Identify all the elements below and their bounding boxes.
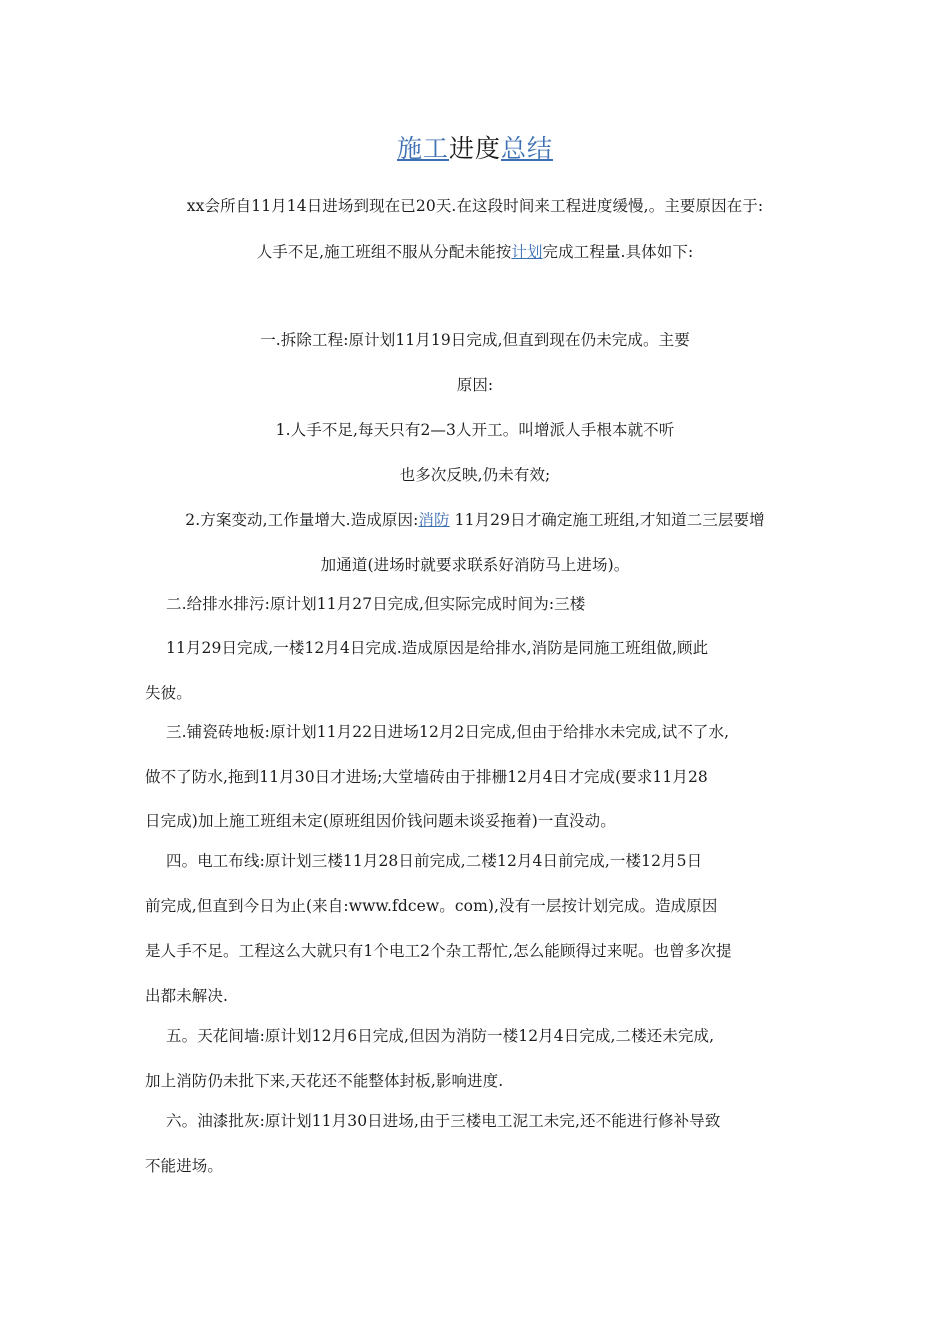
section-3-line-2: 做不了防水,拖到11月30日才进场;大堂墙砖由于排栅12月4日才完成(要求11月28	[145, 768, 708, 786]
section-1-heading: 一.拆除工程:原计划11月19日完成,但直到现在仍未完成。主要	[260, 331, 690, 349]
intro-line-2-text-a: 人手不足,施工班组不服从分配未能按	[256, 243, 512, 261]
section-5-line-1: 五。天花间墙:原计划12月6日完成,但因为消防一楼12月4日完成,二楼还未完成,	[166, 1027, 715, 1045]
intro-line-2	[0, 242, 950, 262]
section-2-line-3: 失彼。	[145, 684, 192, 702]
plan-link[interactable]: 计划	[511, 243, 543, 261]
section-2-line-2: 11月29日完成,一楼12月4日完成.造成原因是给排水,消防是同施工班组做,顾此	[166, 639, 709, 657]
section-3-line-3: 日完成)加上施工班组未定(原班组因价钱问题未谈妥拖着)一直没动。	[145, 812, 616, 830]
section-1-point-2	[0, 510, 950, 530]
section-1-reason-label: 原因:	[456, 376, 494, 394]
section-1-point-2-text-b: 11月29日才确定施工班组,才知道二三层要增	[449, 511, 765, 529]
section-6-line-1: 六。油漆批灰:原计划11月30日进场,由于三楼电工泥工未完,还不能进行修补导致	[166, 1112, 721, 1130]
section-1-point-1: 1.人手不足,每天只有2—3人开工。叫增派人手根本就不听	[275, 421, 675, 439]
intro-line-2-text-b: 完成工程量.具体如下:	[542, 243, 694, 261]
title-link-summary[interactable]: 总结	[501, 134, 554, 163]
document-title	[0, 133, 950, 165]
title-link-construction[interactable]: 施工	[396, 134, 449, 163]
section-1-point-1-cont: 也多次反映,仍未有效;	[399, 466, 551, 484]
section-1-point-2-text-a: 2.方案变动,工作量增大.造成原因:	[185, 511, 419, 529]
section-4-line-4: 出都未解决.	[145, 987, 229, 1005]
intro-line-1: xx会所自11月14日进场到现在已20天.在这段时间来工程进度缓慢,。主要原因在于:	[186, 197, 764, 215]
section-6-line-2: 不能进场。	[145, 1157, 224, 1175]
section-3-line-1: 三.铺瓷砖地板:原计划11月22日进场12月2日完成,但由于给排水未完成,试不了水,	[166, 723, 730, 741]
section-2-line-1: 二.给排水排污:原计划11月27日完成,但实际完成时间为:三楼	[166, 595, 586, 613]
section-1-point-2-cont: 加通道(进场时就要求联系好消防马上进场)。	[320, 556, 630, 574]
section-4-line-2: 前完成,但直到今日为止(来自:www.fdcew。com),没有一层按计划完成。造成原因	[145, 897, 718, 915]
section-4-line-1: 四。电工布线:原计划三楼11月28日前完成,二楼12月4日前完成,一楼12月5日	[166, 852, 703, 870]
title-text-progress: 进度	[448, 134, 501, 163]
fire-protection-link[interactable]: 消防	[418, 511, 450, 529]
section-4-line-3: 是人手不足。工程这么大就只有1个电工2个杂工帮忙,怎么能顾得过来呢。也曾多次提	[145, 942, 732, 960]
section-5-line-2: 加上消防仍未批下来,天花还不能整体封板,影响进度.	[145, 1072, 504, 1090]
